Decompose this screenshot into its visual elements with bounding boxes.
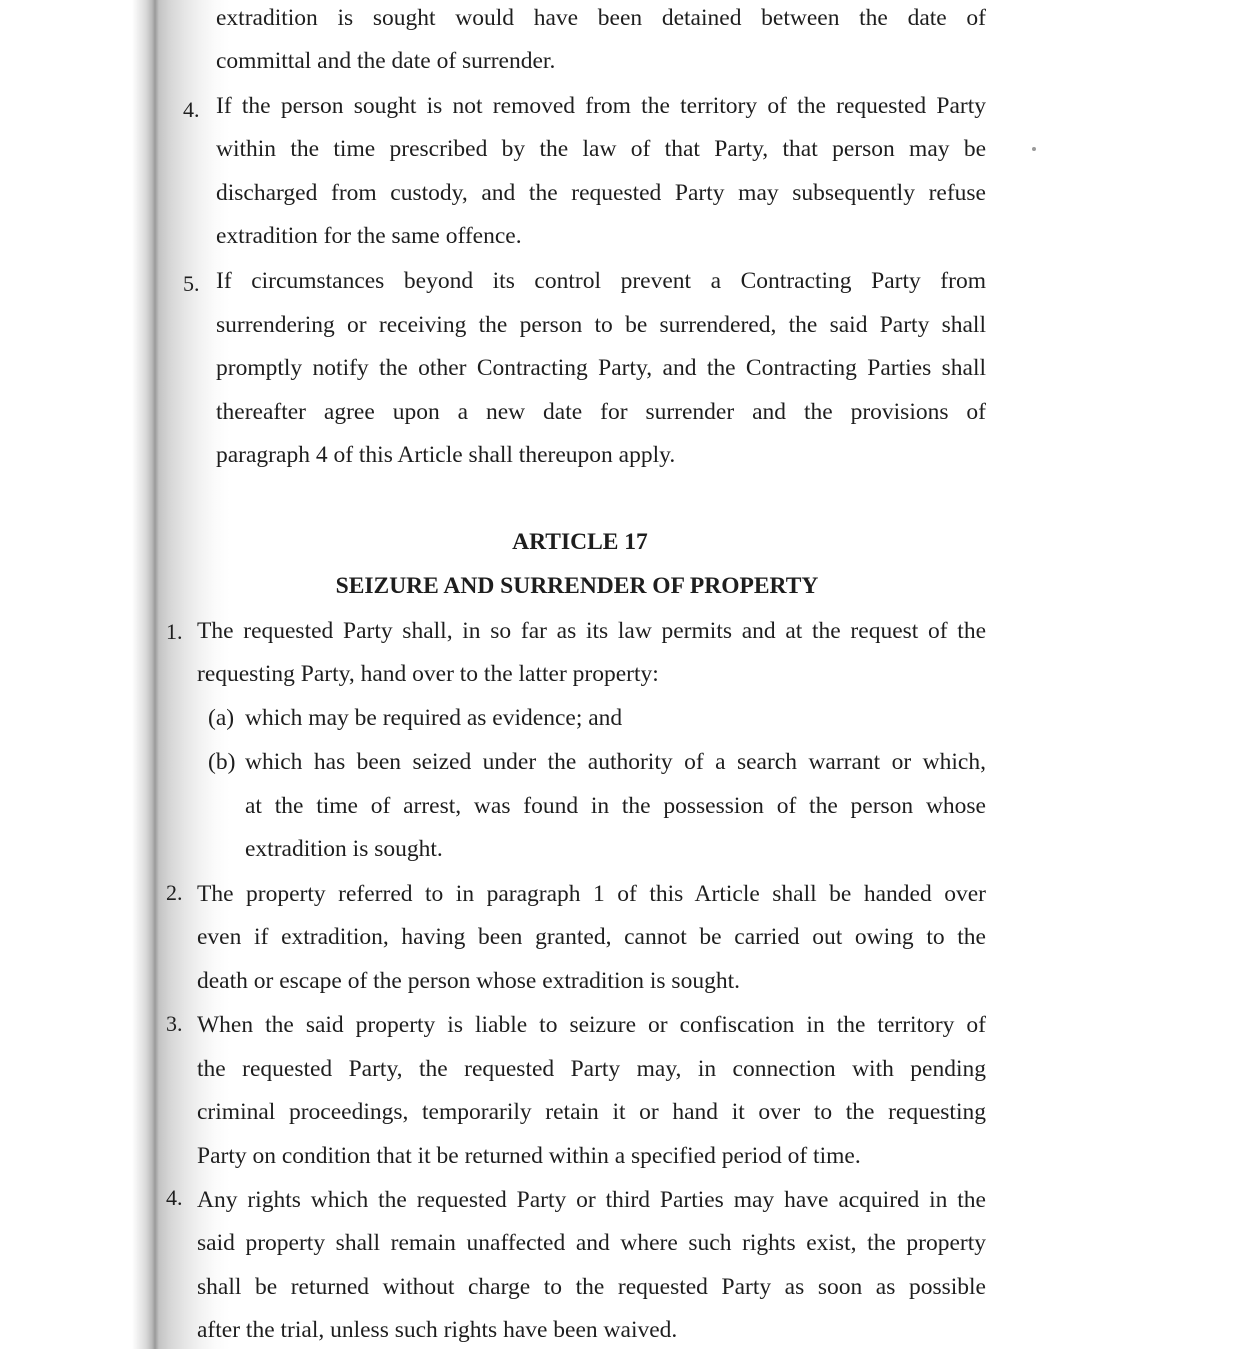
article-title: SEIZURE AND SURRENDER OF PROPERTY: [335, 573, 819, 599]
paragraph-line: discharged from custody, and the requested Party may subsequently refuse: [216, 180, 986, 206]
paragraph-line: even if extradition, having been granted, cannot be carried out owing to the: [197, 924, 986, 950]
item-label: (a): [208, 705, 235, 731]
paragraph-line: paragraph 4 of this Article shall thereupon apply.: [216, 442, 676, 468]
paragraph-line: If circumstances beyond its control prevent a Contracting Party from: [216, 268, 986, 294]
paragraph-number: 5.: [183, 271, 200, 296]
paragraph-line: after the trial, unless such rights have been waived.: [197, 1317, 678, 1343]
item-line: at the time of arrest, was found in the possession of the person whose: [245, 793, 986, 819]
paragraph-line: the requested Party, the requested Party may, in connection with pending: [197, 1056, 986, 1082]
item-label: (b): [208, 749, 236, 775]
scan-speck: [1032, 147, 1036, 151]
continuation-line: extradition is sought would have been detained between the date of: [216, 5, 986, 31]
paragraph-line: promptly notify the other Contracting Party, and the Contracting Parties shall: [216, 355, 986, 381]
paragraph-line: death or escape of the person whose extradition is sought.: [197, 968, 740, 994]
paragraph-line: surrendering or receiving the person to be surrendered, the said Party shall: [216, 312, 986, 338]
paragraph-line: within the time prescribed by the law of that Party, that person may be: [216, 136, 986, 162]
paragraph-line: Party on condition that it be returned within a specified period of time.: [197, 1143, 861, 1169]
article-number: ARTICLE 17: [512, 529, 648, 555]
paragraph-number: 2.: [166, 880, 183, 905]
paragraph-number: 4.: [183, 97, 200, 122]
item-line: which has been seized under the authority of a search warrant or which,: [245, 749, 986, 775]
paragraph-line: If the person sought is not removed from the territory of the requested Party: [216, 93, 986, 119]
continuation-line: committal and the date of surrender.: [216, 48, 556, 74]
paragraph-line: criminal proceedings, temporarily retain it or hand it over to the requesting: [197, 1099, 986, 1125]
paragraph-number: 4.: [166, 1185, 183, 1210]
paragraph-line: requesting Party, hand over to the latter property:: [197, 661, 659, 687]
paragraph-line: shall be returned without charge to the requested Party as soon as possible: [197, 1274, 986, 1300]
binding-shadow: [0, 0, 230, 1349]
paragraph-line: The requested Party shall, in so far as its law permits and at the request of the: [197, 618, 986, 644]
item-line: which may be required as evidence; and: [245, 705, 623, 731]
paragraph-line: The property referred to in paragraph 1 of this Article shall be handed over: [197, 881, 986, 907]
paragraph-line: said property shall remain unaffected and where such rights exist, the property: [197, 1230, 986, 1256]
paragraph-line: extradition for the same offence.: [216, 223, 522, 249]
paragraph-line: When the said property is liable to seizure or confiscation in the territory of: [197, 1012, 986, 1038]
item-line: extradition is sought.: [245, 836, 443, 862]
paragraph-line: Any rights which the requested Party or third Parties may have acquired in the: [197, 1187, 986, 1213]
paragraph-line: thereafter agree upon a new date for surrender and the provisions of: [216, 399, 986, 425]
paragraph-number: 1.: [166, 619, 183, 644]
paragraph-number: 3.: [166, 1011, 183, 1036]
